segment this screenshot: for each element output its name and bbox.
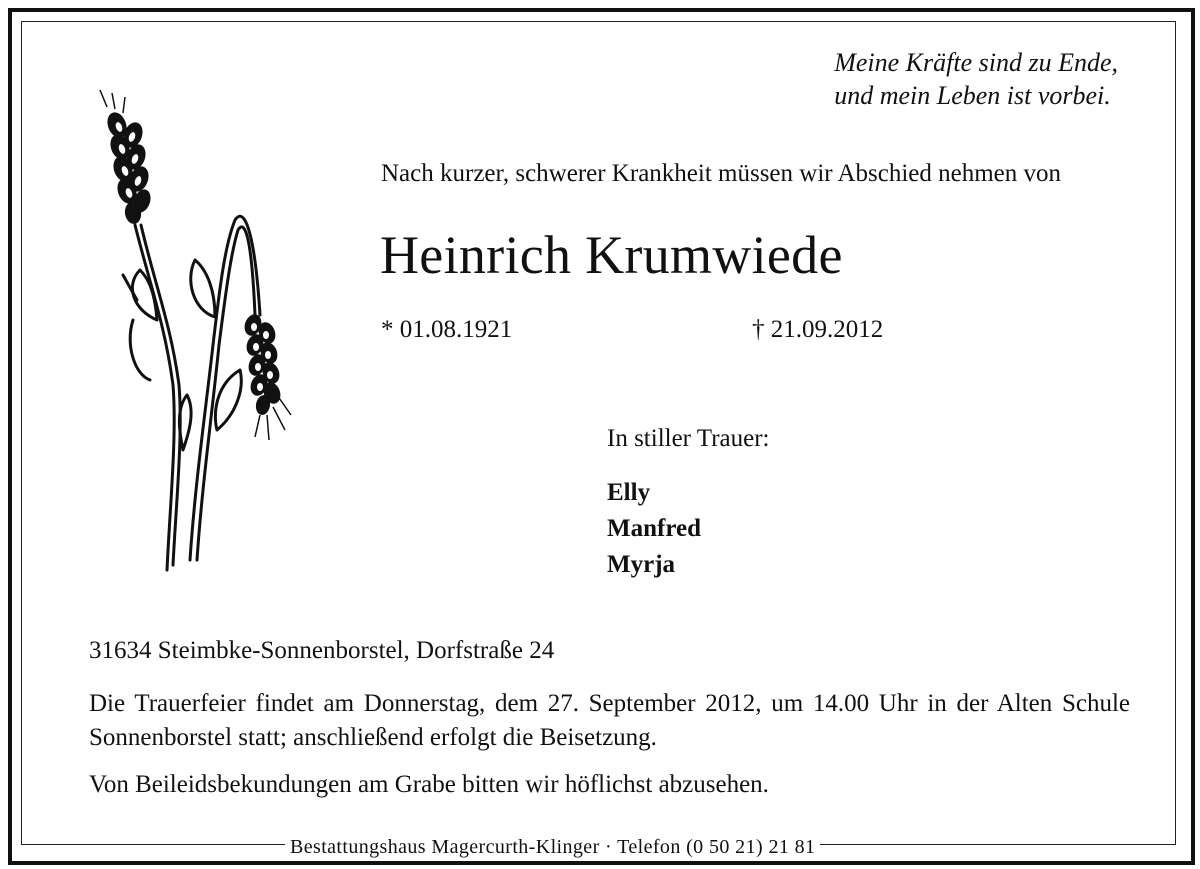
mourning-label: In stiller Trauer:	[607, 425, 770, 452]
wheat-ears-icon	[95, 85, 305, 580]
deceased-name: Heinrich Krumwiede	[380, 225, 843, 285]
mourner-name: Manfred	[607, 515, 701, 542]
birth-date: * 01.08.1921	[381, 316, 513, 343]
intro-text: Nach kurzer, schwerer Krankheit müssen wir Abschied nehmen von	[381, 160, 1062, 187]
funeral-home-footer: Bestattungshaus Magercurth-Klinger · Telefon (0 50 21) 21 81	[285, 836, 820, 859]
condolence-notice: Von Beileidsbekundungen am Grabe bitten wir höflichst abzusehen.	[89, 771, 769, 798]
mourner-list	[607, 475, 701, 583]
ceremony-notice: Die Trauerfeier findet am Donnerstag, dem 27. September 2012, um 14.00 Uhr in der Alten Schule Sonnenborstel statt; anschließend erfolgt die Beisetzung.	[89, 690, 1130, 751]
mourner-name: Myrja	[607, 551, 676, 578]
epigraph-quote	[834, 46, 1118, 112]
mourner-name: Elly	[607, 479, 651, 506]
quote-line-1: Meine Kräfte sind zu Ende,	[834, 48, 1118, 77]
quote-line-2: und mein Leben ist vorbei.	[834, 81, 1111, 110]
address: 31634 Steimbke-Sonnenborstel, Dorfstraße 24	[89, 637, 555, 664]
death-date: † 21.09.2012	[752, 316, 884, 343]
